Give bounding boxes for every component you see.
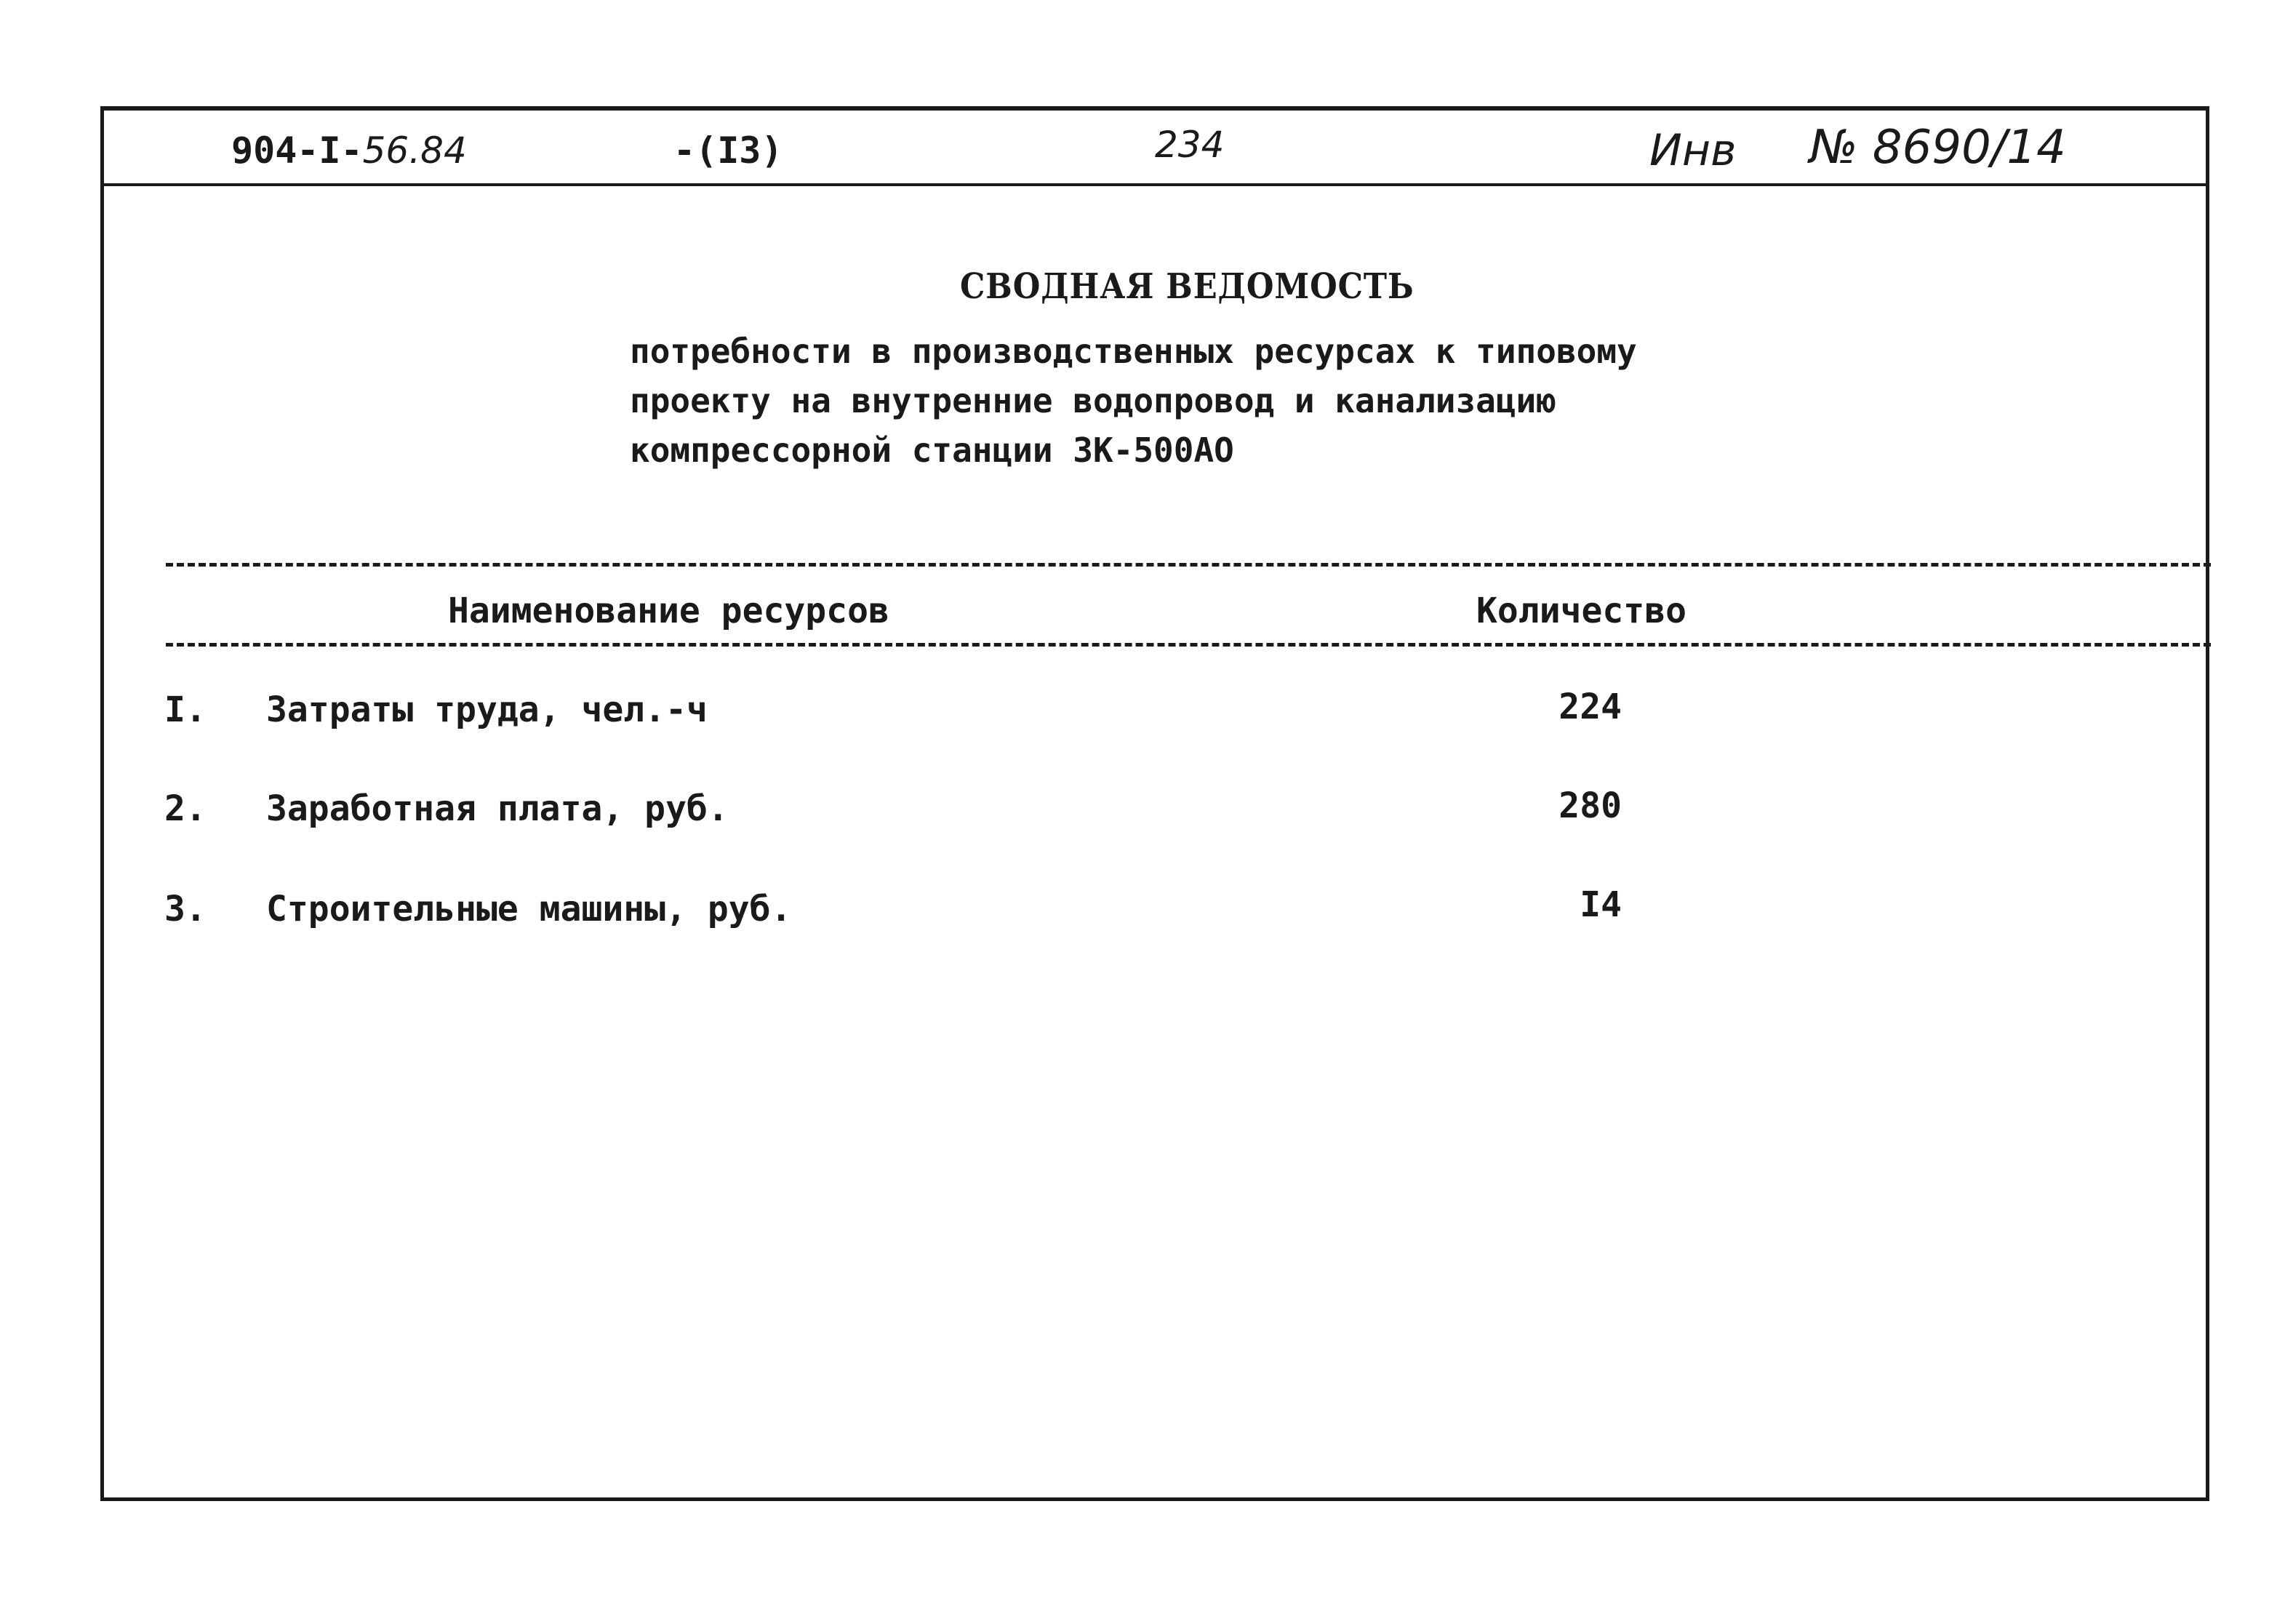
doc-code-handwritten: 56.84 [362,129,467,172]
column-header-name: Наименование ресурсов [448,591,889,631]
row-3-name: Строительные машины, руб. [266,889,792,929]
subtitle-line-1: потребности в производственных ресурсах к типовому [630,332,1637,371]
row-3-value: I4 [1580,884,1622,925]
row-1-value: 224 [1558,687,1622,727]
subtitle-line-3: компрессорной станции ЗК-500АО [630,431,1234,470]
sheet-ref: -(I3) [673,129,783,172]
column-header-quantity: Количество [1476,591,1686,631]
header-rule [100,183,2209,186]
row-2-number: 2. [164,788,207,829]
doc-code-printed: 904-I- [231,129,363,172]
row-3-number: 3. [164,889,207,929]
table-header-rule [166,643,2211,647]
row-1-number: I. [164,689,207,730]
row-2-value: 280 [1558,785,1622,826]
doc-code [231,129,467,172]
subtitle-line-2: проекту на внутренние водопровод и канализацию [630,381,1556,420]
document-title: СВОДНАЯ ВЕДОМОСТЬ [960,266,1414,307]
row-2-name: Заработная плата, руб. [266,788,729,829]
inventory-prefix: Инв [1649,125,1737,176]
inventory-number: № 8690/14 [1809,121,2066,175]
row-1-name: Затраты труда, чел.-ч [266,689,708,730]
table-top-rule [166,563,2211,567]
page-number: 234 [1155,124,1225,166]
